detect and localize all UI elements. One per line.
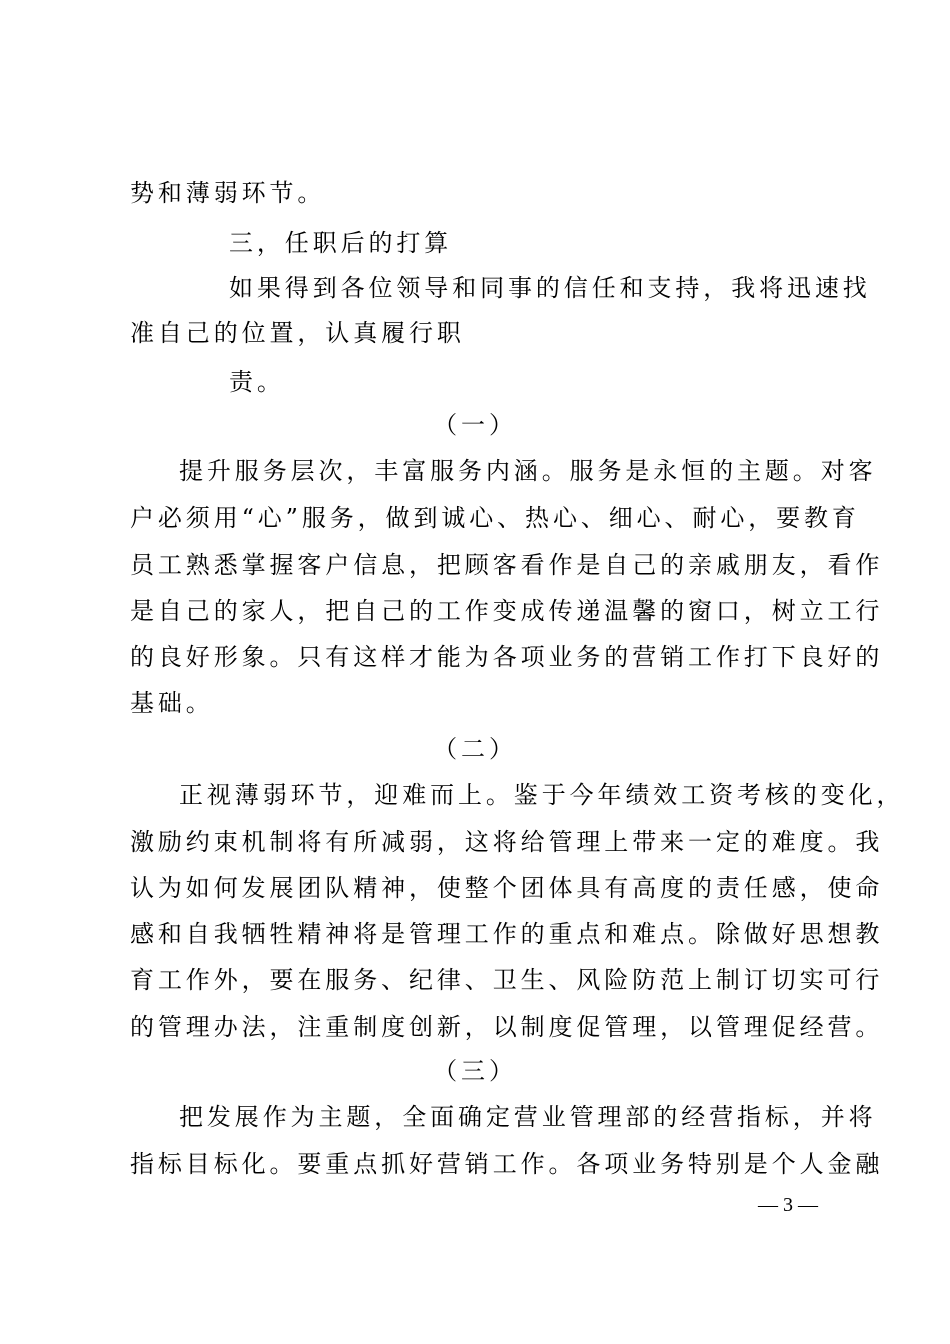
text-line: 的管理办法，注重制度创新，以制度促管理，以管理促经营。 (130, 1013, 884, 1041)
text-line: 基础。 (130, 689, 214, 717)
text-line: 责。 (229, 368, 285, 396)
text-line-continuation: 势和薄弱环节。 (130, 179, 326, 207)
text-line: 感和自我牺牲精神将是管理工作的重点和难点。除做好思想教 (130, 920, 884, 948)
text-line: 把发展作为主题，全面确定营业管理部的经营指标，并将 (179, 1103, 877, 1131)
text-line: 激励约束机制将有所减弱，这将给管理上带来一定的难度。我 (130, 828, 884, 856)
text-line: 提升服务层次，丰富服务内涵。服务是永恒的主题。对客 (179, 457, 877, 485)
section-heading-plans: 三，任职后的打算 (229, 229, 453, 257)
subheading-two: （二） (433, 735, 517, 763)
text-line: 指标目标化。要重点抓好营销工作。各项业务特别是个人金融 (130, 1150, 884, 1178)
text-line: 正视薄弱环节，迎难而上。鉴于今年绩效工资考核的变化， (179, 781, 905, 809)
subheading-one: （一） (433, 411, 517, 439)
text-line: 是自己的家人，把自己的工作变成传递温馨的窗口，树立工行 (130, 597, 884, 625)
text-line: 准自己的位置，认真履行职 (130, 319, 465, 347)
subheading-three: （三） (433, 1057, 517, 1085)
text-line: 的良好形象。只有这样才能为各项业务的营销工作打下良好的 (130, 643, 884, 671)
text-line: 如果得到各位领导和同事的信任和支持，我将迅速找 (229, 274, 871, 302)
text-line: 户必须用“心”服务，做到诚心、热心、细心、耐心，要教育 (130, 504, 860, 532)
text-line: 育工作外，要在服务、纪律、卫生、风险防范上制订切实可行 (130, 966, 884, 994)
text-line: 认为如何发展团队精神，使整个团体具有高度的责任感，使命 (130, 874, 884, 902)
page-number: — 3 — (758, 1194, 818, 1216)
text-line: 员工熟悉掌握客户信息，把顾客看作是自己的亲戚朋友，看作 (130, 551, 884, 579)
